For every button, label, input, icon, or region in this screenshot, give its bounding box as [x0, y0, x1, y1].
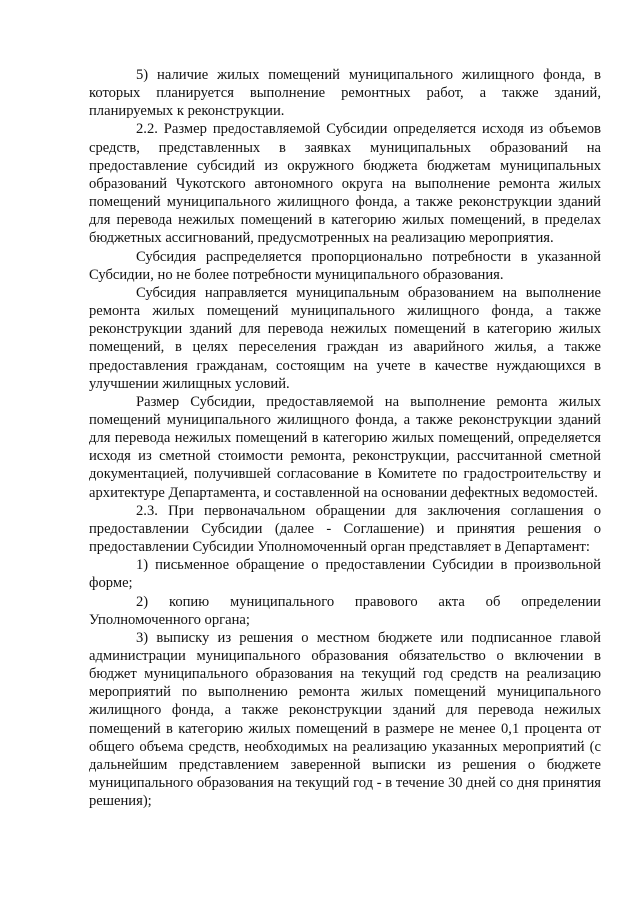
list-item-3-budget-extract: 3) выписку из решения о местном бюджете или подписанное главой администрации муниципального образования обязательство о включении в бюджет муниципального образования на текущий год средств на реализацию мероприятий по выполнению ремонта жилых помещений муниципального жилищного фонда, а также реконструкции зданий для перевода нежилых помещений в категорию жилых помещений в размере не менее 0,1 процента от общего объема средств, необходимых на реализацию указанных мероприятий (с дальнейшим представлением заверенной выписки из решения о бюджете муниципального образования на текущий год - в течение 30 дней со дня принятия решения);: [89, 629, 601, 810]
paragraph-2-3-initial-request: 2.3. При первоначальном обращении для заключения соглашения о предоставлении Субсидии (далее - Соглашение) и принятия решения о предоставлении Субсидии Уполномоченный орган представляет в Департамент:: [89, 502, 601, 556]
paragraph-2-2-subsidy-size: 2.2. Размер предоставляемой Субсидии определяется исходя из объемов средств, представленных в заявках муниципальных образований на предоставление субсидий из окружного бюджета бюджетам муниципальных образований Чукотского автономного округа на выполнение ремонта жилых помещений муниципального жилищного фонда, а также реконструкции зданий для перевода нежилых помещений в категорию жилых помещений, в пределах бюджетных ассигнований, предусмотренных на реализацию мероприятия.: [89, 121, 601, 247]
list-item-1-written-request: 1) письменное обращение о предоставлении Субсидии в произвольной форме;: [89, 557, 601, 592]
paragraph-item-5-premises: 5) наличие жилых помещений муниципального жилищного фонда, в которых планируется выполнение ремонтных работ, а также зданий, планируемых к реконструкции.: [89, 67, 601, 120]
paragraph-subsidy-amount: Размер Субсидии, предоставляемой на выполнение ремонта жилых помещений муниципального жилищного фонда, а также реконструкции зданий для перевода нежилых помещений в категорию жилых помещений, определяется исходя из сметной стоимости ремонта, реконструкции, рассчитанной сметной документацией, получившей согласование в Комитете по градостроительству и архитектуре Департамента, и составленной на основании дефектных ведомостей.: [89, 393, 601, 501]
document-body: [89, 66, 601, 810]
paragraph-subsidy-purpose: Субсидия направляется муниципальным образованием на выполнение ремонта жилых помещений муниципального жилищного фонда, а также реконструкции зданий для перевода нежилых помещений в категорию жилых помещений, в целях переселения граждан из аварийного жилья, а также предоставления гражданам, состоящим на учете в качестве нуждающихся в улучшении жилищных условий.: [89, 284, 601, 392]
paragraph-subsidy-distribution: Субсидия распределяется пропорционально потребности в указанной Субсидии, но не более потребности муниципального образования.: [89, 248, 601, 283]
list-item-2-legal-act-copy: 2) копию муниципального правового акта об определении Уполномоченного органа;: [89, 593, 601, 628]
